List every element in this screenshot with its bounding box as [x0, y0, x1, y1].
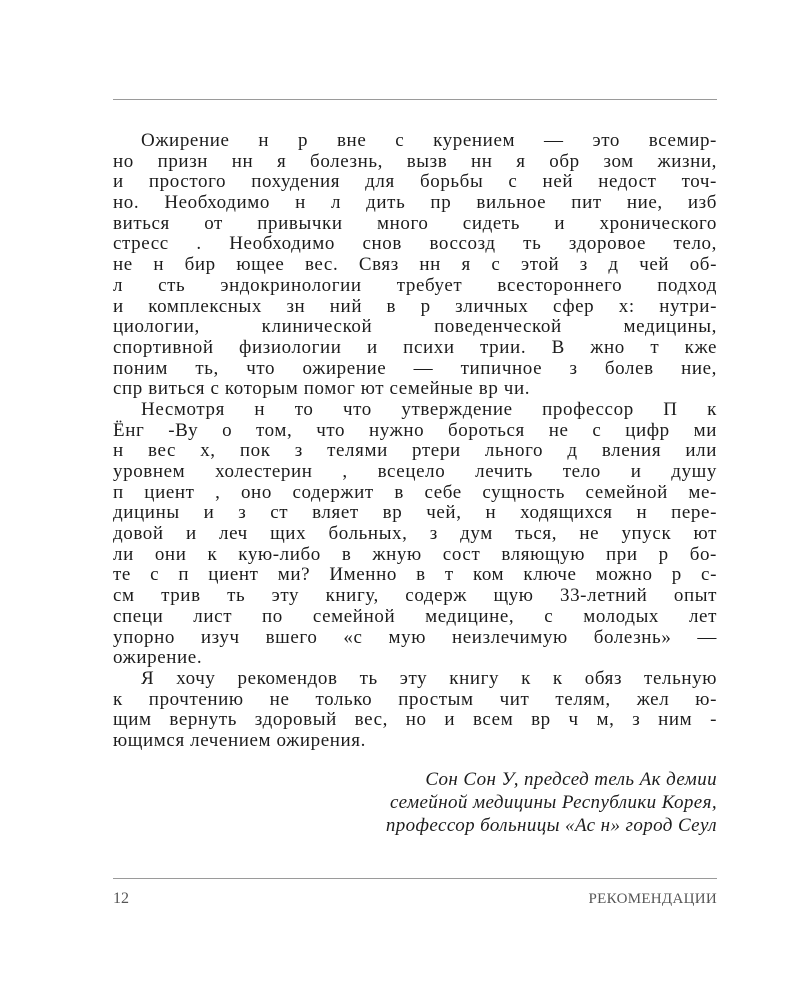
text-line: Ожирение н р вне с курением — это всемир- — [141, 130, 717, 151]
text-line: но призн нн я болезнь, вызв нн я обр зом жизни, — [113, 150, 717, 172]
bottom-rule — [113, 878, 717, 879]
text-line: ющимся лечением ожирения. — [113, 729, 366, 751]
text-line: н вес х, пок з телями ртери льного д вления или — [113, 440, 717, 462]
text-line: ли они к кую-либо в жную сост вляющую при р бо- — [113, 543, 717, 565]
text-line: те с п циент ми? Именно в т ком ключе можно р с- — [113, 564, 717, 586]
text-line: ожирение. — [113, 647, 203, 669]
text-line: Несмотря н то что утверждение профессор П к — [141, 398, 717, 420]
text-line: но. Необходимо н л дить пр вильное пит ние, изб — [113, 192, 717, 214]
text-line: к прочтению не только простым чит телям, жел ю- — [113, 688, 717, 710]
text-line: л сть эндокринологии требует всестороннего подход — [113, 274, 717, 296]
signature-line: профессор больницы «Ас н» город Сеул — [385, 815, 717, 836]
text-line: поним ть, что ожирение — типичное з болев ние, — [113, 357, 717, 379]
text-line: и комплексных зн ний в р зличных сфер х: нутри- — [113, 295, 717, 317]
text-line: щим вернуть здоровый вес, но и всем вр ч м, з ним - — [113, 709, 717, 731]
top-rule — [113, 99, 717, 100]
text-line: дицины и з ст вляет вр чей, н ходящихся н пере- — [113, 502, 717, 524]
text-line: Я хочу рекомендов ть эту книгу к к обяз тельную — [141, 667, 717, 689]
running-footer-title: РЕКОМЕНДАЦИИ — [588, 891, 717, 907]
text-line: стресс . Необходимо снов воссозд ть здоровое тело, — [113, 233, 717, 255]
text-line: Ёнг -Ву о том, что нужно бороться не с цифр ми — [113, 419, 717, 441]
text-line: довой и леч щих больных, з дум ться, не упуск ют — [113, 523, 717, 545]
text-line: упорно изуч вшего «с мую неизлечимую болезнь» — — [113, 626, 717, 648]
text-line: см трив ть эту книгу, содерж щую 33-летний опыт — [113, 585, 717, 607]
text-line: не н бир ющее вес. Связ нн я с этой з д чей об- — [113, 254, 717, 276]
text-line: специ лист по семейной медицине, с молодых лет — [113, 605, 717, 627]
text-line: циологии, клинической поведенческой медицины, — [113, 316, 717, 338]
signature-line: семейной медицины Республики Корея, — [390, 792, 717, 813]
page-number: 12 — [113, 890, 129, 907]
signature-block — [197, 768, 717, 837]
body-text — [113, 131, 717, 752]
text-line: уровнем холестерин , всецело лечить тело и душу — [113, 461, 717, 482]
text-line: спортивной физиологии и психи трии. В жно т кже — [113, 336, 717, 358]
text-line: спр виться с которым помог ют семейные вр чи. — [113, 378, 531, 400]
signature-line: Сон Сон У, председ тель Ак демии — [425, 769, 717, 790]
text-line: п циент , оно содержит в себе сущность семейной ме- — [113, 481, 717, 503]
text-line: виться от привычки много сидеть и хронического — [113, 212, 717, 234]
text-line: и простого похудения для борьбы с ней недост точ- — [113, 171, 717, 193]
